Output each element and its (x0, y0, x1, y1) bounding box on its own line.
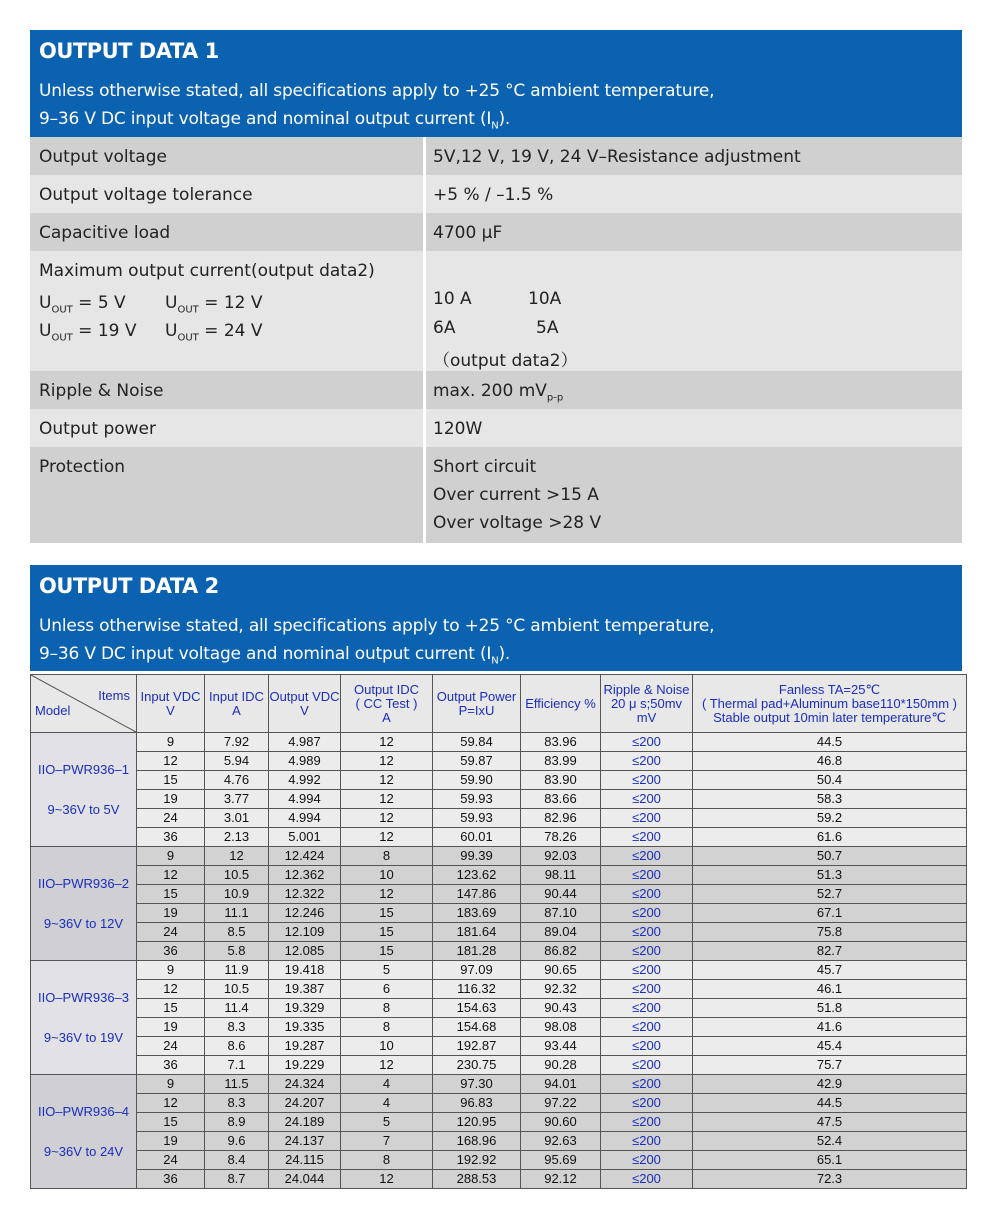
ripple-noise-cell: ≤200 (601, 885, 693, 904)
output-vdc-cell: 4.989 (269, 752, 341, 771)
input-vdc-cell: 19 (137, 1132, 205, 1151)
ripple-noise-cell: ≤200 (601, 1132, 693, 1151)
input-idc-cell: 11.5 (205, 1075, 269, 1094)
table-row (31, 771, 967, 790)
temperature-cell: 61.6 (693, 828, 967, 847)
uout-5v-label: $U_{OUT} = 5$ V (39, 293, 126, 316)
ripple-noise-cell: ≤200 (601, 866, 693, 885)
table-row (31, 1132, 967, 1151)
efficiency-cell: 78.26 (521, 828, 601, 847)
spec-label: Protection (39, 457, 126, 477)
input-idc-cell: 7.1 (205, 1056, 269, 1075)
temperature-cell: 75.8 (693, 923, 967, 942)
output-idc-cell: 12 (341, 885, 433, 904)
input-idc-cell: 11.9 (205, 961, 269, 980)
output-idc-cell: 12 (341, 733, 433, 752)
ripple-noise-cell: ≤200 (601, 733, 693, 752)
output-vdc-cell: 19.329 (269, 999, 341, 1018)
table-header-row (31, 675, 967, 733)
ripple-noise-cell: ≤200 (601, 923, 693, 942)
input-idc-header: Input IDC A (205, 675, 269, 733)
model-range: 9~36V to 19V (43, 1029, 124, 1045)
input-vdc-cell: 9 (137, 1075, 205, 1094)
model-name: IIO–PWR936–3 (37, 989, 130, 1005)
table-row (31, 809, 967, 828)
output-idc-header: Output IDC ( CC Test ) A (341, 675, 433, 733)
output-vdc-cell: 4.987 (269, 733, 341, 752)
output-idc-cell: 8 (341, 1018, 433, 1037)
current-19v-value: 6A (433, 318, 456, 338)
spec-value: 4700 µF (433, 223, 503, 243)
model-range: 9~36V to 5V (47, 801, 120, 817)
input-vdc-cell: 36 (137, 942, 205, 961)
table-row (31, 828, 967, 847)
efficiency-cell: 90.28 (521, 1056, 601, 1075)
ripple-noise-cell: ≤200 (601, 847, 693, 866)
input-vdc-cell: 19 (137, 1018, 205, 1037)
efficiency-cell: 83.66 (521, 790, 601, 809)
input-idc-cell: 8.9 (205, 1113, 269, 1132)
input-vdc-cell: 36 (137, 828, 205, 847)
temperature-cell: 46.1 (693, 980, 967, 999)
output-vdc-cell: 24.137 (269, 1132, 341, 1151)
spec-row-protection (30, 447, 962, 543)
table-row (31, 904, 967, 923)
temperature-cell: 46.8 (693, 752, 967, 771)
temperature-cell: 52.7 (693, 885, 967, 904)
ripple-noise-cell: ≤200 (601, 1170, 693, 1189)
output-power-cell: 59.93 (433, 790, 521, 809)
temperature-cell: 50.4 (693, 771, 967, 790)
output-idc-cell: 15 (341, 923, 433, 942)
ripple-noise-cell: ≤200 (601, 942, 693, 961)
section-title: OUTPUT DATA 1 (39, 39, 219, 63)
temperature-cell: 72.3 (693, 1170, 967, 1189)
ripple-noise-cell: ≤200 (601, 1151, 693, 1170)
output-power-cell: 116.32 (433, 980, 521, 999)
table-row (31, 961, 967, 980)
output-idc-cell: 12 (341, 1056, 433, 1075)
output-data-2-header (30, 565, 962, 671)
output-vdc-cell: 19.287 (269, 1037, 341, 1056)
spec-label: Output power (39, 419, 156, 439)
input-vdc-cell: 12 (137, 866, 205, 885)
temperature-cell: 58.3 (693, 790, 967, 809)
input-idc-cell: 11.1 (205, 904, 269, 923)
fanless-temperature-header: Fanless TA=25℃ ( Thermal pad+Aluminum base110*150mm ) Stable output 10min later temperature℃ (693, 675, 967, 733)
ripple-noise-cell: ≤200 (601, 1113, 693, 1132)
table-body (31, 733, 967, 1189)
input-vdc-cell: 12 (137, 1094, 205, 1113)
input-vdc-cell: 9 (137, 733, 205, 752)
output-idc-cell: 10 (341, 866, 433, 885)
table-row (31, 1037, 967, 1056)
table-row (31, 1075, 967, 1094)
spec-label: Output voltage (39, 147, 167, 167)
input-vdc-cell: 15 (137, 885, 205, 904)
table-row (31, 1094, 967, 1113)
output-power-cell: 192.92 (433, 1151, 521, 1170)
output-vdc-cell: 12.362 (269, 866, 341, 885)
output-vdc-cell: 12.085 (269, 942, 341, 961)
input-vdc-cell: 12 (137, 752, 205, 771)
input-idc-cell: 8.3 (205, 1094, 269, 1113)
output-power-cell: 183.69 (433, 904, 521, 923)
input-idc-cell: 10.5 (205, 980, 269, 999)
output-vdc-cell: 12.246 (269, 904, 341, 923)
ripple-noise-cell: ≤200 (601, 828, 693, 847)
efficiency-cell: 83.90 (521, 771, 601, 790)
table-row (31, 1056, 967, 1075)
output-vdc-header: Output VDC V (269, 675, 341, 733)
output-power-cell: 123.62 (433, 866, 521, 885)
efficiency-cell: 97.22 (521, 1094, 601, 1113)
section-subtitle-line2: 9–36 V DC input voltage and nominal output current $(I_N)$. (39, 109, 511, 132)
output-power-header: Output Power P=IxU (433, 675, 521, 733)
spec-value: 120W (433, 419, 483, 439)
ripple-noise-cell: ≤200 (601, 961, 693, 980)
spec-label: Maximum output current(output data2) (39, 261, 375, 281)
table-row (31, 866, 967, 885)
efficiency-cell: 83.99 (521, 752, 601, 771)
input-idc-cell: 8.3 (205, 1018, 269, 1037)
output-vdc-cell: 12.322 (269, 885, 341, 904)
output-power-cell: 154.68 (433, 1018, 521, 1037)
input-idc-cell: 8.5 (205, 923, 269, 942)
efficiency-cell: 98.08 (521, 1018, 601, 1037)
output-idc-cell: 5 (341, 1113, 433, 1132)
efficiency-cell: 92.32 (521, 980, 601, 999)
output-power-cell: 97.30 (433, 1075, 521, 1094)
input-idc-cell: 7.92 (205, 733, 269, 752)
ripple-noise-header: Ripple & Noise 20 μ s;50mv mV (601, 675, 693, 733)
ripple-noise-cell: ≤200 (601, 752, 693, 771)
input-idc-cell: 5.8 (205, 942, 269, 961)
output-idc-cell: 12 (341, 752, 433, 771)
model-cell (31, 847, 137, 961)
current-24v-value: 5A (536, 318, 559, 338)
input-idc-cell: 8.6 (205, 1037, 269, 1056)
output-power-cell: 181.28 (433, 942, 521, 961)
uout-24v-label: $U_{OUT} = 24$ V (165, 321, 263, 344)
input-vdc-header: Input VDC V (137, 675, 205, 733)
input-idc-cell: 8.4 (205, 1151, 269, 1170)
output-idc-cell: 4 (341, 1094, 433, 1113)
input-idc-cell: 3.01 (205, 809, 269, 828)
table-row (31, 923, 967, 942)
output-idc-cell: 15 (341, 942, 433, 961)
spec-row-output-voltage (30, 137, 962, 175)
temperature-cell: 59.2 (693, 809, 967, 828)
output-power-cell: 192.87 (433, 1037, 521, 1056)
table-row (31, 790, 967, 809)
temperature-cell: 44.5 (693, 1094, 967, 1113)
output-vdc-cell: 5.001 (269, 828, 341, 847)
efficiency-cell: 87.10 (521, 904, 601, 923)
efficiency-cell: 93.44 (521, 1037, 601, 1056)
table-row (31, 1170, 967, 1189)
table-row (31, 847, 967, 866)
input-vdc-cell: 9 (137, 961, 205, 980)
protection-line-over-voltage: Over voltage >28 V (433, 513, 602, 533)
output-idc-cell: 5 (341, 961, 433, 980)
input-idc-cell: 5.94 (205, 752, 269, 771)
current-12v-value: 10A (528, 289, 562, 309)
output-power-cell: 97.09 (433, 961, 521, 980)
table-row (31, 999, 967, 1018)
input-vdc-cell: 24 (137, 1037, 205, 1056)
output-vdc-cell: 12.109 (269, 923, 341, 942)
output-vdc-cell: 24.324 (269, 1075, 341, 1094)
ripple-noise-cell: ≤200 (601, 999, 693, 1018)
ripple-noise-cell: ≤200 (601, 1094, 693, 1113)
ripple-noise-cell: ≤200 (601, 980, 693, 999)
output-power-cell: 120.95 (433, 1113, 521, 1132)
spec-value: max. 200 $mV_{p-p}$ (433, 381, 564, 404)
efficiency-cell: 83.96 (521, 733, 601, 752)
model-cell (31, 1075, 137, 1189)
temperature-cell: 42.9 (693, 1075, 967, 1094)
efficiency-cell: 98.11 (521, 866, 601, 885)
protection-line-short-circuit: Short circuit (433, 457, 537, 477)
ripple-noise-cell: ≤200 (601, 809, 693, 828)
output-idc-cell: 8 (341, 1151, 433, 1170)
spec-label: Output voltage tolerance (39, 185, 253, 205)
ripple-noise-cell: ≤200 (601, 771, 693, 790)
efficiency-cell: 92.03 (521, 847, 601, 866)
model-name: IIO–PWR936–2 (37, 875, 130, 891)
output-power-cell: 147.86 (433, 885, 521, 904)
input-vdc-cell: 24 (137, 809, 205, 828)
input-vdc-cell: 24 (137, 1151, 205, 1170)
section-subtitle-line2: 9–36 V DC input voltage and nominal output current $(I_N)$. (39, 644, 511, 667)
output-data2-note: （output data2） (433, 351, 578, 371)
output-vdc-cell: 4.994 (269, 790, 341, 809)
output-vdc-cell: 4.992 (269, 771, 341, 790)
efficiency-header: Efficiency % (521, 675, 601, 733)
output-idc-cell: 8 (341, 999, 433, 1018)
ripple-noise-cell: ≤200 (601, 790, 693, 809)
efficiency-cell: 95.69 (521, 1151, 601, 1170)
ripple-noise-cell: ≤200 (601, 1056, 693, 1075)
output-vdc-cell: 24.115 (269, 1151, 341, 1170)
efficiency-cell: 86.82 (521, 942, 601, 961)
model-name: IIO–PWR936–4 (37, 1103, 130, 1119)
output-idc-cell: 7 (341, 1132, 433, 1151)
model-range: 9~36V to 12V (43, 915, 124, 931)
ripple-noise-cell: ≤200 (601, 1075, 693, 1094)
temperature-cell: 50.7 (693, 847, 967, 866)
temperature-cell: 52.4 (693, 1132, 967, 1151)
efficiency-cell: 90.44 (521, 885, 601, 904)
output-power-cell: 230.75 (433, 1056, 521, 1075)
output-vdc-cell: 12.424 (269, 847, 341, 866)
temperature-cell: 75.7 (693, 1056, 967, 1075)
input-idc-cell: 8.7 (205, 1170, 269, 1189)
spec-label: Ripple & Noise (39, 381, 164, 401)
input-vdc-cell: 9 (137, 847, 205, 866)
output-vdc-cell: 19.418 (269, 961, 341, 980)
spec-row-capacitive-load (30, 213, 962, 251)
output-power-cell: 59.90 (433, 771, 521, 790)
output-idc-cell: 12 (341, 828, 433, 847)
output-power-cell: 168.96 (433, 1132, 521, 1151)
input-vdc-cell: 19 (137, 904, 205, 923)
temperature-cell: 45.4 (693, 1037, 967, 1056)
output-idc-cell: 4 (341, 1075, 433, 1094)
table-row (31, 1151, 967, 1170)
input-vdc-cell: 15 (137, 1113, 205, 1132)
protection-line-over-current: Over current >15 A (433, 485, 599, 505)
spec-value: 5V,12 V, 19 V, 24 V–Resistance adjustment (433, 147, 801, 167)
table-row (31, 1113, 967, 1132)
output-power-cell: 59.84 (433, 733, 521, 752)
output-idc-cell: 6 (341, 980, 433, 999)
temperature-cell: 51.8 (693, 999, 967, 1018)
output-power-cell: 60.01 (433, 828, 521, 847)
spec-row-ripple-noise (30, 371, 962, 409)
ripple-noise-cell: ≤200 (601, 1018, 693, 1037)
model-cell (31, 961, 137, 1075)
output-idc-cell: 12 (341, 790, 433, 809)
temperature-cell: 47.5 (693, 1113, 967, 1132)
spec-row-output-power (30, 409, 962, 447)
output-vdc-cell: 19.335 (269, 1018, 341, 1037)
output-data-1-table (30, 137, 962, 543)
output-vdc-cell: 19.387 (269, 980, 341, 999)
output-idc-cell: 15 (341, 904, 433, 923)
input-vdc-cell: 19 (137, 790, 205, 809)
output-power-cell: 288.53 (433, 1170, 521, 1189)
input-idc-cell: 2.13 (205, 828, 269, 847)
temperature-cell: 44.5 (693, 733, 967, 752)
ripple-noise-cell: ≤200 (601, 1037, 693, 1056)
input-idc-cell: 12 (205, 847, 269, 866)
temperature-cell: 45.7 (693, 961, 967, 980)
items-model-header: Items Model (31, 675, 137, 733)
output-idc-cell: 12 (341, 1170, 433, 1189)
input-idc-cell: 3.77 (205, 790, 269, 809)
efficiency-cell: 92.12 (521, 1170, 601, 1189)
output-vdc-cell: 4.994 (269, 809, 341, 828)
efficiency-cell: 82.96 (521, 809, 601, 828)
input-idc-cell: 4.76 (205, 771, 269, 790)
model-cell (31, 733, 137, 847)
temperature-cell: 67.1 (693, 904, 967, 923)
section-title: OUTPUT DATA 2 (39, 574, 219, 598)
spec-row-max-current (30, 251, 962, 371)
efficiency-cell: 89.04 (521, 923, 601, 942)
output-power-cell: 99.39 (433, 847, 521, 866)
output-vdc-cell: 19.229 (269, 1056, 341, 1075)
output-power-cell: 96.83 (433, 1094, 521, 1113)
output-idc-cell: 12 (341, 771, 433, 790)
table-row (31, 752, 967, 771)
input-vdc-cell: 15 (137, 771, 205, 790)
input-idc-cell: 9.6 (205, 1132, 269, 1151)
section-subtitle-line1: Unless otherwise stated, all specifications apply to +25 °C ambient temperature, (39, 616, 715, 636)
efficiency-cell: 90.43 (521, 999, 601, 1018)
output-idc-cell: 12 (341, 809, 433, 828)
temperature-cell: 65.1 (693, 1151, 967, 1170)
input-idc-cell: 10.5 (205, 866, 269, 885)
input-vdc-cell: 15 (137, 999, 205, 1018)
output-data-2-table (30, 674, 967, 1189)
output-power-cell: 59.87 (433, 752, 521, 771)
table-row (31, 942, 967, 961)
efficiency-cell: 94.01 (521, 1075, 601, 1094)
output-idc-cell: 10 (341, 1037, 433, 1056)
temperature-cell: 51.3 (693, 866, 967, 885)
input-idc-cell: 10.9 (205, 885, 269, 904)
efficiency-cell: 90.60 (521, 1113, 601, 1132)
current-5v-value: 10 A (433, 289, 472, 309)
spec-value: +5 % / –1.5 % (433, 185, 554, 205)
spec-label: Capacitive load (39, 223, 171, 243)
output-vdc-cell: 24.189 (269, 1113, 341, 1132)
output-vdc-cell: 24.044 (269, 1170, 341, 1189)
input-vdc-cell: 24 (137, 923, 205, 942)
output-data-1-header (30, 30, 962, 137)
table-row (31, 885, 967, 904)
table-row (31, 733, 967, 752)
output-power-cell: 181.64 (433, 923, 521, 942)
uout-19v-label: $U_{OUT} = 19$ V (39, 321, 137, 344)
temperature-cell: 41.6 (693, 1018, 967, 1037)
input-vdc-cell: 36 (137, 1056, 205, 1075)
output-power-cell: 154.63 (433, 999, 521, 1018)
model-range: 9~36V to 24V (43, 1143, 124, 1159)
temperature-cell: 82.7 (693, 942, 967, 961)
efficiency-cell: 92.63 (521, 1132, 601, 1151)
efficiency-cell: 90.65 (521, 961, 601, 980)
model-name: IIO–PWR936–1 (37, 761, 130, 777)
output-idc-cell: 8 (341, 847, 433, 866)
input-vdc-cell: 12 (137, 980, 205, 999)
input-idc-cell: 11.4 (205, 999, 269, 1018)
uout-12v-label: $U_{OUT} = 12$ V (165, 293, 263, 316)
table-row (31, 1018, 967, 1037)
table-row (31, 980, 967, 999)
output-power-cell: 59.93 (433, 809, 521, 828)
output-vdc-cell: 24.207 (269, 1094, 341, 1113)
spec-row-tolerance (30, 175, 962, 213)
section-subtitle-line1: Unless otherwise stated, all specifications apply to +25 °C ambient temperature, (39, 81, 715, 101)
input-vdc-cell: 36 (137, 1170, 205, 1189)
ripple-noise-cell: ≤200 (601, 904, 693, 923)
